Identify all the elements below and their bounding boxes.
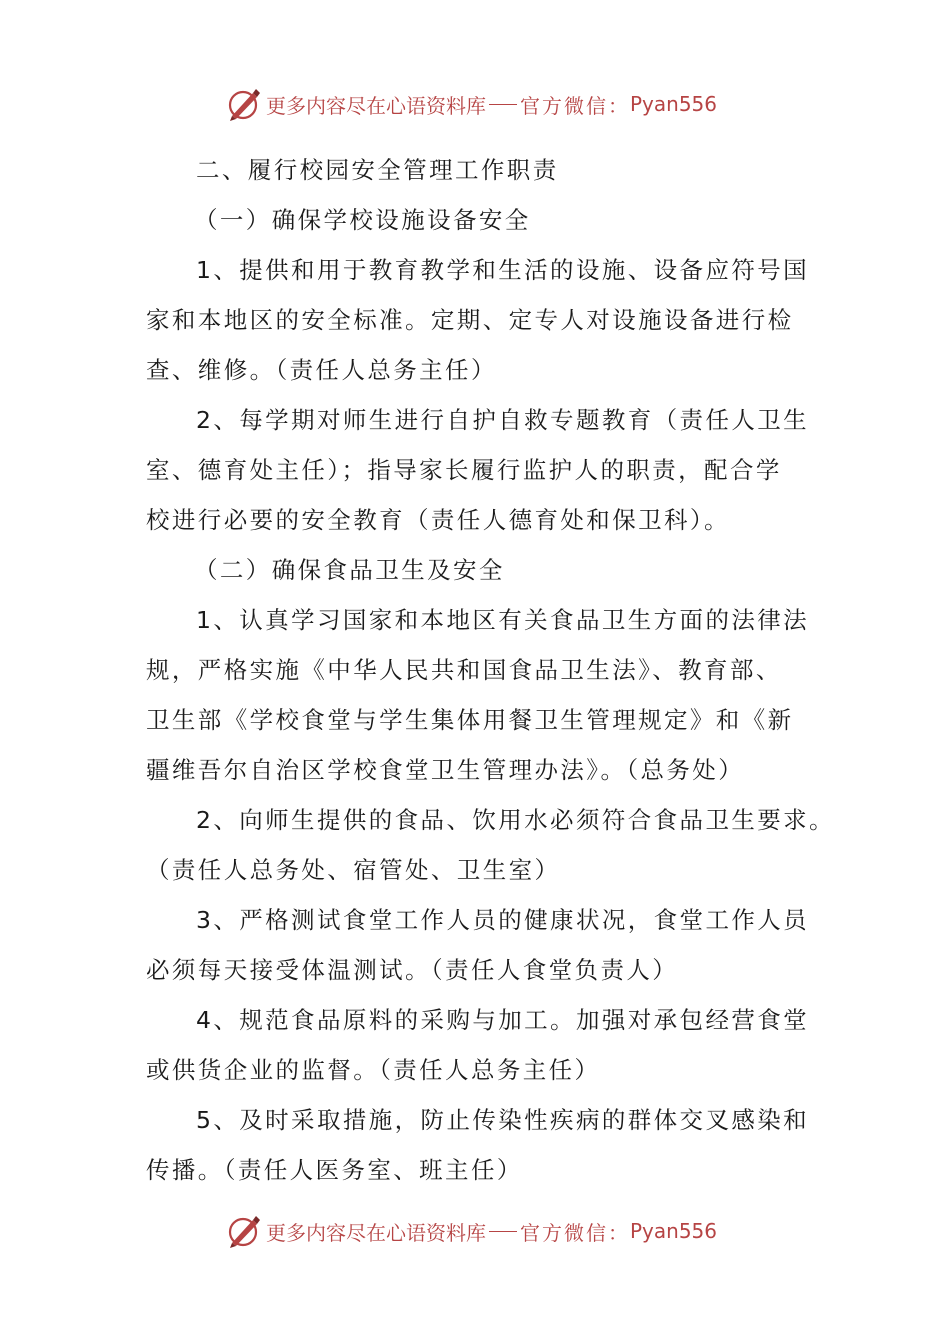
watermark-wechat-label: 官方微信：: [520, 1220, 630, 1245]
document-body: [146, 145, 835, 1195]
paragraph-line: 疆维吾尔自治区学校食堂卫生管理办法》。（总务处）: [146, 756, 745, 784]
paragraph-line: （责任人总务处、宿管处、卫生室）: [146, 856, 561, 884]
paragraph-line: 2、向师生提供的食品、饮用水必须符合食品卫生要求。: [196, 806, 835, 834]
paragraph-line: 1、提供和用于教育教学和生活的设施、设备应符号国: [196, 256, 810, 284]
watermark-dash: [489, 1231, 517, 1232]
paragraph-line: 室、德育处主任）；指导家长履行监护人的职责，配合学: [146, 456, 782, 484]
watermark-text: 更多内容尽在心语资料库: [266, 93, 486, 118]
subsection-heading: （一）确保学校设施设备安全: [194, 206, 531, 234]
paragraph-line: 必须每天接受体温测试。（责任人食堂负责人）: [146, 956, 679, 984]
pen-logo-icon: [226, 86, 262, 122]
paragraph-line: 1、认真学习国家和本地区有关食品卫生方面的法律法: [196, 606, 810, 634]
paragraph-line: 校进行必要的安全教育（责任人德育处和保卫科）。: [146, 506, 730, 534]
watermark-dash: [489, 104, 517, 105]
watermark-wechat-id: Pyan556: [630, 1219, 718, 1243]
paragraph-line: 5、及时采取措施，防止传染性疾病的群体交叉感染和: [196, 1106, 810, 1134]
subsection-heading: （二）确保食品卫生及安全: [194, 556, 505, 584]
paragraph-line: 2、每学期对师生进行自护自救专题教育（责任人卫生: [196, 406, 810, 434]
paragraph-line: 4、规范食品原料的采购与加工。加强对承包经营食堂: [196, 1006, 810, 1034]
paragraph-line: 查、维修。（责任人总务主任）: [146, 356, 497, 384]
section-heading: 二、履行校园安全管理工作职责: [196, 156, 559, 184]
paragraph-line: 3、严格测试食堂工作人员的健康状况，食堂工作人员: [196, 906, 810, 934]
watermark-text: 更多内容尽在心语资料库: [266, 1220, 486, 1245]
pen-logo-icon: [226, 1213, 262, 1249]
paragraph-line: 传播。（责任人医务室、班主任）: [146, 1156, 523, 1184]
watermark-wechat-label: 官方微信：: [520, 93, 630, 118]
paragraph-line: 家和本地区的安全标准。定期、定专人对设施设备进行检: [146, 306, 794, 334]
watermark-wechat-id: Pyan556: [630, 92, 718, 116]
paragraph-line: 或供货企业的监督。（责任人总务主任）: [146, 1056, 601, 1084]
paragraph-line: 规，严格实施《中华人民共和国食品卫生法》、教育部、: [146, 656, 782, 684]
watermark-banner-bottom: [226, 1211, 717, 1251]
paragraph-line: 卫生部《学校食堂与学生集体用餐卫生管理规定》和《新: [146, 706, 794, 734]
watermark-banner-top: [226, 84, 717, 124]
